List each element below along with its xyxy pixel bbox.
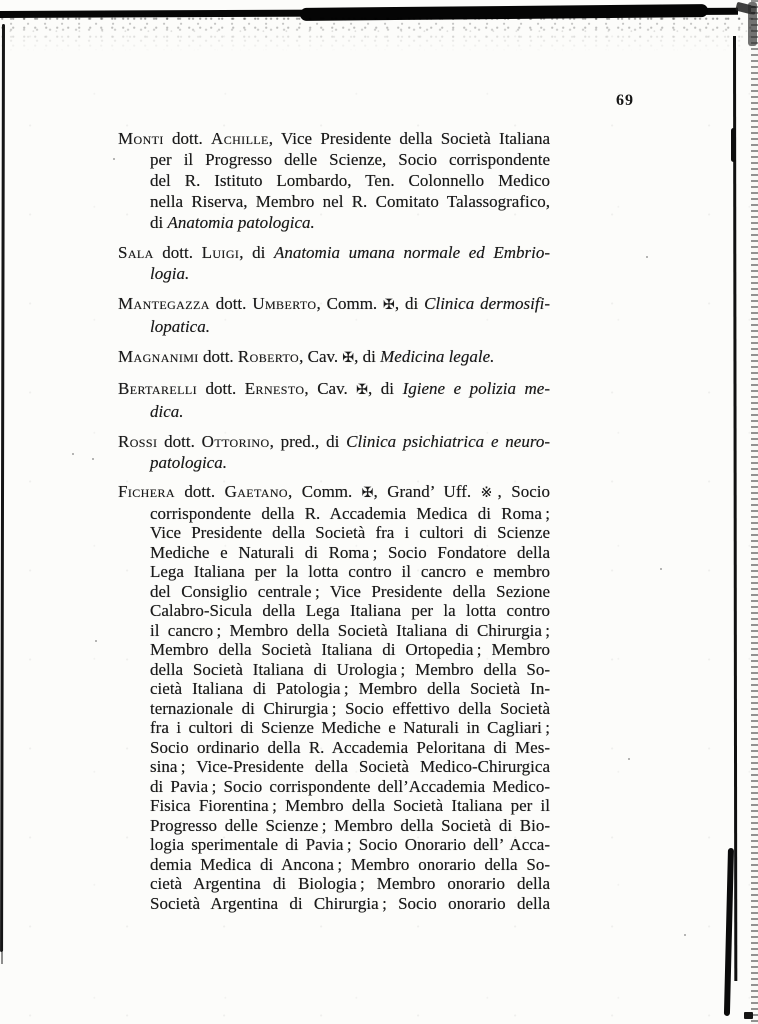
text-block [118,128,550,922]
scan-speck [660,568,662,570]
text-segment: Luigi [201,243,240,262]
text-segment: dott. [209,294,253,313]
text-segment: per il Progresso delle Scienze, Socio corrispondente [150,150,550,169]
text-segment: dott. [157,432,202,451]
cross-decoration-icon: ✠ [383,297,395,313]
text-line [118,128,550,149]
text-segment: , Vice Presidente della Società Italiana [268,129,550,148]
text-segment: Anatomia patologica. [167,213,315,232]
text-segment: del Consiglio centrale ; Vice Presidente della Sezione [150,581,550,601]
text-segment: di [150,213,168,232]
text-segment: dott. [174,482,225,501]
text-segment: demia Medica di Ancona ; Membro onorario della So- [150,854,550,874]
entry-bertarelli [118,378,550,422]
reference-mark-icon: ※ [480,485,498,501]
text-segment: Mediche e Naturali di Roma ; Socio Fondatore della [150,542,550,562]
text-segment: di Pavia ; Socio corrispondente dell’Accademia Medico- [150,776,550,796]
text-segment: Calabro-Sicula della Lega Italiana per la lotta contro [150,601,550,620]
text-segment: cietà Italiana di Patologia ; Membro della Società In- [150,679,550,698]
text-segment: Mantegazza [118,294,210,313]
text-segment: Membro della Società Italiana di Ortopedia ; Membro [150,640,550,659]
scan-bottom-right-mark [744,1012,753,1019]
text-line [118,582,550,602]
text-segment: della Società Italiana di Urologia ; Membro della So- [150,659,550,679]
cross-decoration-icon: ✠ [342,350,355,366]
text-line [118,149,550,170]
scan-speck [95,640,97,642]
text-segment: Achille [211,129,269,148]
text-segment: , di [239,243,274,262]
text-segment: nella Riserva, Membro nel R. Comitato Talassografico, [150,192,550,211]
text-segment: logia sperimentale di Pavia ; Socio Onorario dell’ Acca- [150,835,550,854]
text-segment: Fichera [118,482,175,501]
text-segment: del R. Istituto Lombardo, Ten. Colonnello Medico [150,171,550,190]
text-segment: , Grand’ Uff. [373,482,481,501]
text-segment: logia. [150,264,190,283]
text-line [118,191,550,212]
text-line [118,796,550,816]
text-segment: Sala [118,243,154,262]
text-segment: fra i cultori di Scienze Mediche e Naturali in Cagliari ; [150,718,550,737]
text-segment: il cancro ; Membro della Società Italiana di Chirurgia ; [150,620,550,640]
scan-right-edge-line [733,36,737,981]
scan-speck [628,758,630,760]
text-segment: Bertarelli [118,379,197,398]
text-line [118,699,550,719]
scan-right-page-edge-top [748,2,757,46]
text-segment: , di [354,347,381,366]
text-segment: Medicina legale. [380,347,495,366]
text-line [118,401,550,422]
text-segment: Ernesto [244,379,305,398]
text-segment: dott. [198,347,238,366]
text-segment: , Cav. [299,347,343,366]
text-segment: Ottorino [201,432,270,451]
text-line [118,738,550,758]
cross-decoration-icon: ✠ [361,485,374,501]
scan-speck [684,934,686,936]
text-line [118,242,550,263]
text-segment: Società Argentina di Chirurgia ; Socio onorario della [150,893,550,913]
text-segment: Vice Presidente della Società fra i cultori di Scienze [150,523,550,542]
text-segment: dott. [163,129,212,148]
text-line [118,718,550,738]
scan-right-page-edge [751,0,758,1024]
text-line [118,777,550,797]
text-segment: Socio ordinario della R. Accademia Peloritana di Mes- [150,737,550,757]
text-segment: , Socio [497,482,550,501]
text-line [118,504,550,524]
entry-magnanimi [118,346,550,369]
text-segment: , Comm. [288,482,362,501]
text-segment: Gaetano [224,482,289,501]
text-line [118,562,550,582]
scan-bottom-left-mark [1,952,3,964]
text-segment: Igiene e polizia me- [402,379,550,398]
text-segment: cietà Argentina di Biologia ; Membro onorario della [150,874,550,893]
text-segment: ternazionale di Chirurgia ; Socio effettivo della Società [150,698,550,718]
scan-noise-band [0,16,758,52]
text-segment: sina ; Vice-Presidente della Società Medico-Chirurgica [150,757,550,776]
text-segment: , Comm. [316,294,384,313]
text-segment: Anatomia umana normale ed Embrio- [273,243,550,262]
text-segment: , di [394,294,425,313]
scan-right-edge-blob-top [731,128,736,162]
text-segment: Fisica Fiorentina ; Membro della Società Italiana per il [150,796,550,815]
text-segment: Umberto [252,294,317,313]
text-segment: dica. [150,402,184,421]
text-segment: , pred., di [269,432,347,451]
text-line [118,816,550,836]
text-line [118,212,550,233]
text-line [118,263,550,284]
text-line [118,660,550,680]
text-line [118,523,550,543]
scan-speck [72,453,74,455]
text-line [118,431,550,452]
text-line [118,293,550,316]
text-line [118,316,550,337]
text-segment: Monti [118,129,164,148]
text-segment: Clinica dermosifi- [424,294,550,313]
text-line [118,679,550,699]
scan-left-edge-line [0,24,5,952]
text-segment: Progresso delle Scienze ; Membro della Società di Bio- [150,815,550,835]
text-line [118,170,550,191]
text-line [118,601,550,621]
entry-fichera [118,482,550,913]
text-line [118,482,550,504]
text-line [118,894,550,914]
cross-decoration-icon: ✠ [356,382,369,398]
scan-speck [646,256,648,258]
text-segment: patologica. [150,453,227,472]
entry-rossi [118,431,550,473]
text-segment: , di [368,379,403,398]
entry-mantegazza [118,293,550,337]
text-line [118,452,550,473]
entry-sala [118,242,550,284]
page-number: 69 [616,92,634,109]
text-line [118,621,550,641]
text-line [118,346,550,369]
text-segment: dott. [153,243,202,262]
text-segment: , Cav. [304,379,357,398]
text-line [118,378,550,401]
text-segment: Clinica psichiatrica e neuro- [346,432,550,451]
scan-right-edge-blob-bottom [724,848,734,1016]
text-line [118,543,550,563]
text-line [118,835,550,855]
entry-monti [118,128,550,233]
text-segment: Rossi [118,432,158,451]
text-line [118,757,550,777]
text-segment: lopatica. [150,317,210,336]
text-line [118,855,550,875]
text-segment: corrispondente della R. Accademia Medica di Roma ; [150,503,550,523]
scan-speck [113,158,115,160]
text-segment: Magnanimi [118,347,199,366]
text-line [118,640,550,660]
text-segment: Lega Italiana per la lotta contro il cancro e membro [150,562,550,581]
scan-speck [92,458,94,460]
text-segment: Roberto [237,347,300,366]
text-segment: dott. [196,379,245,398]
text-line [118,874,550,894]
